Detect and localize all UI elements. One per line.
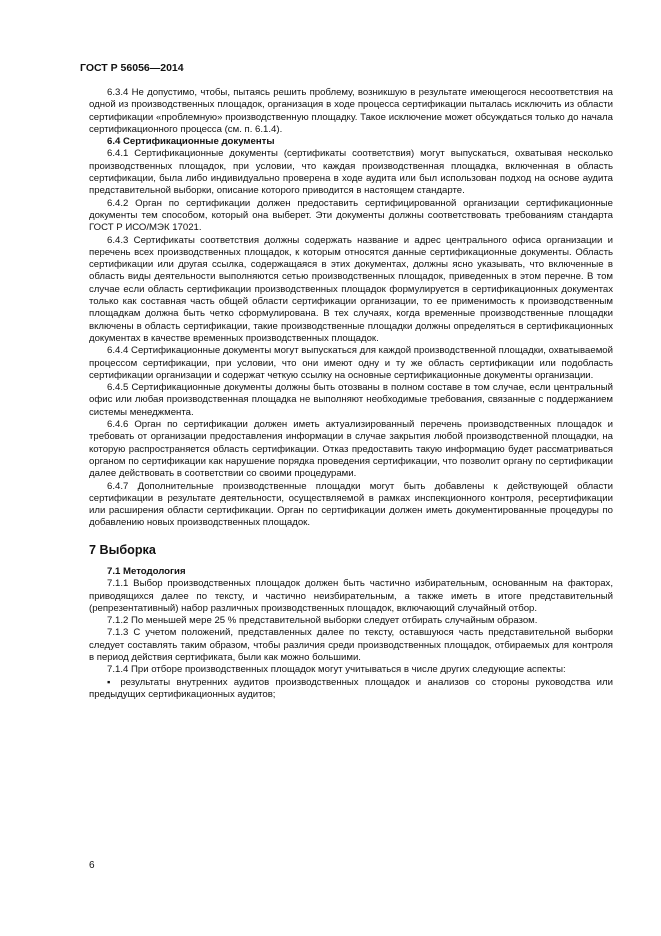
paragraph: 6.4.4 Сертификационные документы могут выпускаться для каждой производственной площадки, охватываемой процессом сертификации, при условии, что они имеют одну и ту же область сертификации или подобласть сертификации организации и содержат четкую ссылку на основные сертификационные документы организации.	[89, 345, 613, 381]
section-heading: 7.1 Методология	[107, 565, 186, 577]
paragraph: 6.4.5 Сертификационные документы должны быть отозваны в полном составе в том случае, если центральный офис или любая производственная площадка не выполняют необходимые требования, связанные с поддержанием системы менеджмента.	[89, 382, 613, 418]
paragraph: 6.4.6 Орган по сертификации должен иметь актуализированный перечень производственных площадок и требовать от организации предоставления информации в случае закрытия любой производственной площадки, на которую распространяется область сертификации. Отказ предоставить такую информацию будет рассматриваться органом по сертификации как нарушение порядка проведения сертификации, что позволит органу по сертификации далее действовать в соответствии со своими процедурами.	[89, 419, 613, 480]
paragraph: 7.1.4 При отборе производственных площадок могут учитываться в числе других следующие аспекты:	[107, 664, 566, 676]
paragraph: 6.3.4 Не допустимо, чтобы, пытаясь решить проблему, возникшую в результате имеющегося несоответствия на одной из производственных площадок, организация в ходе процесса сертификации пыталась исключить из области сертификации «проблемную» производственную площадку. Такое исключение может обсуждаться только до начала сертификационного процесса (см. п. 6.1.4).	[89, 87, 613, 135]
paragraph: 7.1.1 Выбор производственных площадок должен быть частично избирательным, основанным на факторах, приводящихся далее по тексту, и частично неизбирательным, а также иметь в итоге представительный (репрезентативный) набор различных производственных площадок, включающий случайный отбор.	[89, 578, 613, 614]
paragraph: 6.4.7 Дополнительные производственные площадки могут быть добавлены к действующей области сертификации в результате деятельности, осуществляемой в рамках инспекционного контроля, ресертификации или расширения области сертификации. Орган по сертификации должен иметь документированные процедуры по добавлению новых производственных площадок.	[89, 480, 613, 529]
paragraph: 6.4.3 Сертификаты соответствия должны содержать название и адрес центрального офиса организации и перечень всех производственных площадок, к которым относятся данные сертификационные документы. Область сертификации или другая ссылка, содержащаяся в этих документах, должны ясно указывать, что включенные в область виды деятельности выполняются сетью производственных площадок, приведенных в этом перечне. В том случае если область сертификации производственных площадок формулируется в сертификационных документах только как составная часть общей области сертификации организации, то ее применимость к производственным площадкам должна быть четко сформулирована. В тех случаях, когда временные производственные площадки включены в область сертификации, такие производственные площадки должны определяться в сертификационных документах в качестве временных производственных площадок.	[89, 234, 613, 344]
chapter-heading: 7 Выборка	[89, 542, 156, 557]
paragraph: 7.1.3 С учетом положений, представленных далее по тексту, оставшуюся часть представительной выборки следует составлять таким образом, чтобы различия среди производственных площадок, отбираемых для контроля в период действия сертификата, были как можно большими.	[89, 627, 613, 664]
paragraph: 7.1.2 По меньшей мере 25 % представительной выборки следует отбирать случайным образом.	[107, 615, 538, 627]
paragraph: 6.4.2 Орган по сертификации должен предоставить сертифицированной организации сертификационные документы тем способом, который она выберет. Эти документы должны соответствовать требованиям стандарта ГОСТ Р ИСО/МЭК 17021.	[89, 197, 613, 234]
section-heading: 6.4 Сертификационные документы	[107, 136, 275, 148]
document-header: ГОСТ Р 56056—2014	[80, 62, 184, 74]
document-body	[89, 87, 613, 701]
page-number: 6	[89, 860, 95, 871]
paragraph: 6.4.1 Сертификационные документы (сертификаты соответствия) могут выпускаться, охватывая несколько производственных площадок, при условии, что каждая производственная площадка, включенная в область сертификации, была либо индивидуально проверена в ходе аудита или был использован подход на основе аудита представительной выборки, описание которого приводится в настоящем стандарте.	[89, 148, 613, 197]
list-item: ▪ результаты внутренних аудитов производственных площадок и анализов со стороны руководства или предыдущих сертификационных аудитов;	[89, 676, 613, 700]
